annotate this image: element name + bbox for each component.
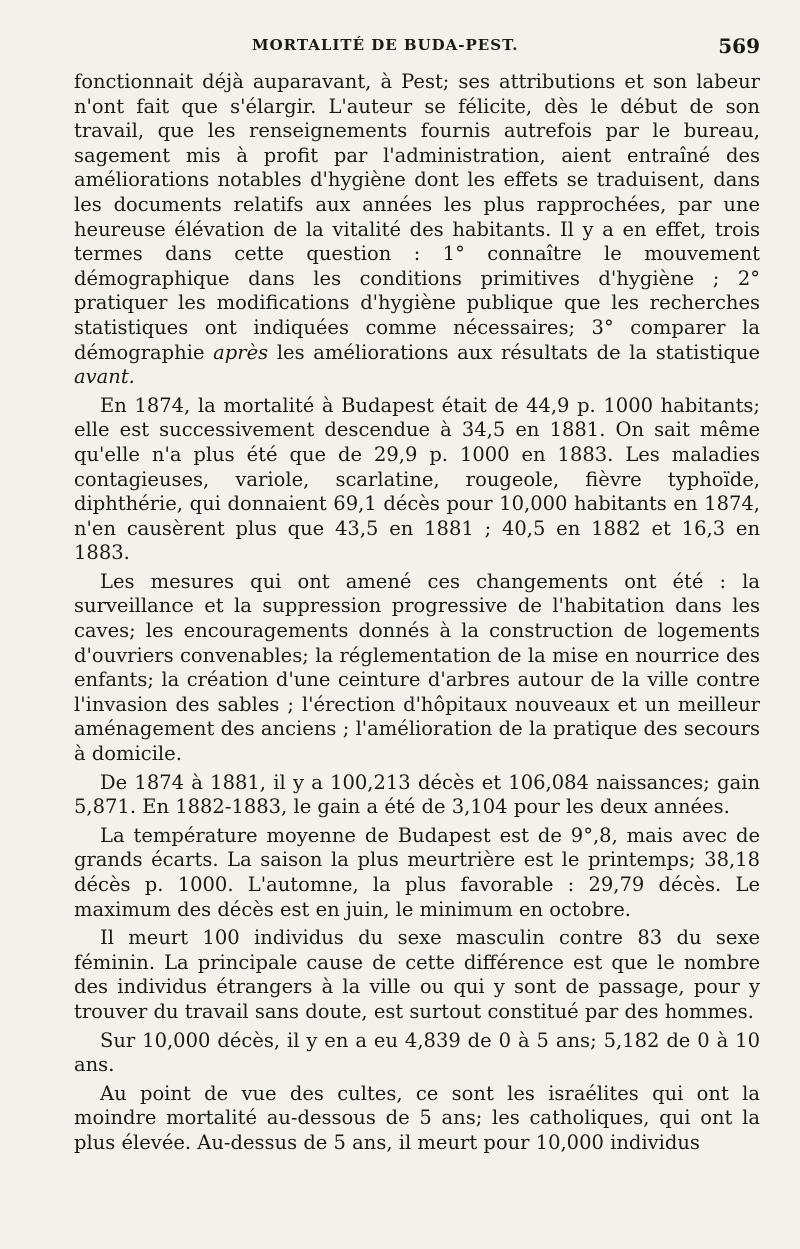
italic-term-avant: avant. — [74, 365, 135, 389]
paragraph-births-deaths: De 1874 à 1881, il y a 100,213 décès et 106,084 naissances; gain 5,871. En 1882-1883, le gain a été de 3,104 pour les deux années. — [74, 770, 760, 819]
running-title: MORTALITÉ DE BUDA-PEST. — [252, 36, 519, 54]
paragraph-text: fonctionnait déjà auparavant, à Pest; ses attributions et son labeur n'ont fait que s'élargir. L'auteur se félicite, dès le début de son travail, que les renseignements fournis autrefois par le bureau, sagement mis à profit par l'administration, aient entraîné des améliorations notables d'hygiène dont les effets se traduisent, dans les documents relatifs aux années les plus rapprochées, par une heureuse élévation de la vitalité des habitants. Il y a en effet, trois termes dans cette question : 1° connaître le mouvement démographique dans les conditions primitives d'hygiène ; 2° pratiquer les modifications d'hygiène publique que les recherches statistiques ont indiquées comme nécessaires; 3° comparer la démographie — [74, 70, 760, 364]
paragraph-religion: Au point de vue des cultes, ce sont les israélites qui ont la moindre mortalité au-dessous de 5 ans; les catholiques, qui ont la plus élevée. Au-dessus de 5 ans, il meurt pour 10,000 individus — [74, 1081, 760, 1154]
paragraph-measures: Les mesures qui ont amené ces changements ont été : la surveillance et la suppression progressive de l'habitation dans les caves; les encouragements donnés à la construction de logements d'ouvriers convenables; la réglementation de la mise en nourrice des enfants; la création d'une ceinture d'arbres autour de la ville contre l'invasion des sables ; l'érection d'hôpitaux nouveaux et un meilleur aménagement des anciens ; l'amélioration de la pratique des secours à domicile. — [74, 569, 760, 766]
paragraph-age-deaths: Sur 10,000 décès, il y en a eu 4,839 de 0 à 5 ans; 5,182 de 0 à 10 ans. — [74, 1028, 760, 1077]
paragraph-mortality-1874: En 1874, la mortalité à Budapest était de 44,9 p. 1000 habitants; elle est successivement descendue à 34,5 en 1881. On sait même qu'elle n'a plus été que de 29,9 p. 1000 en 1883. Les maladies contagieuses, variole, scarlatine, rougeole, fièvre typhoïde, diphthérie, qui donnaient 69,1 décès pour 10,000 habitants en 1874, n'en causèrent plus que 43,5 en 1881 ; 40,5 en 1882 et 16,3 en 1883. — [74, 393, 760, 565]
body-text — [74, 70, 760, 1156]
page-number: 569 — [718, 34, 760, 58]
italic-term-apres: après — [213, 340, 269, 364]
paragraph-temperature: La température moyenne de Budapest est de 9°,8, mais avec de grands écarts. La saison la plus meurtrière est le printemps; 38,18 décès p. 1000. L'automne, la plus favorable : 29,79 décès. Le maximum des décès est en juin, le minimum en octobre. — [74, 823, 760, 921]
paragraph-continuation — [74, 70, 760, 390]
page-header — [74, 34, 760, 60]
paragraph-text: les améliorations aux résultats de la statistique — [268, 340, 761, 364]
paragraph-sex-ratio: Il meurt 100 individus du sexe masculin contre 83 du sexe féminin. La principale cause de cette différence est que le nombre des individus étrangers à la ville ou qui y sont de passage, pour y trouver du travail sans doute, est surtout constitué par des hommes. — [74, 926, 760, 1023]
